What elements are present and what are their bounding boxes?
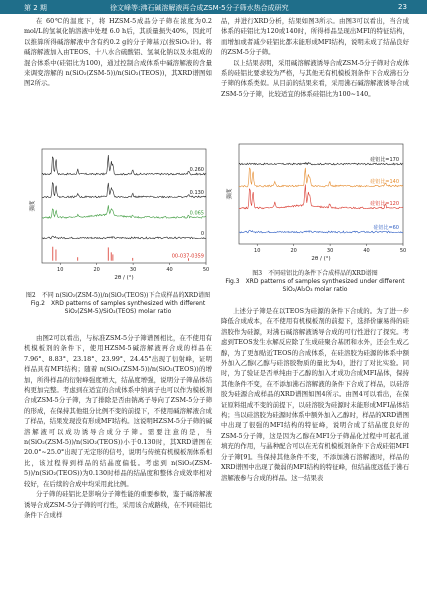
x-tick-label: 20: [290, 248, 297, 254]
right-column: [221, 16, 409, 99]
left-column: [24, 16, 212, 89]
x-tick-label: 50: [399, 248, 407, 254]
left-column-lower: [24, 333, 212, 520]
paragraph: 分子筛的硅铝比是影响分子筛性能的重要参数，鉴于碱溶解液诱导合成ZSM-5分子筛的可行性，采用该合成路线，在不同硅铝比条件下合成样: [24, 490, 212, 519]
plot-frame: [42, 149, 206, 263]
paragraph: 品，并进行XRD分析，结果如图3所示。由图3可以看出，当合成体系的硅铝比为120或140时，所得样品呈现出MFI的特征结构，而增加或者减少硅铝比都未能形成MFI结构，说明未成了结晶良好的ZSM-5分子筛。: [221, 17, 409, 57]
fig3-caption-en: Fig.3 XRD patterns of samples synthesized under different SiO₂/Al₂O₃ molar ratio: [225, 278, 405, 294]
trace-label: 硅铝比=170: [370, 157, 399, 163]
trace-label: 硅铝比=120: [370, 201, 399, 207]
trace-label: 00-037-0359: [171, 253, 204, 260]
x-axis-label: 2θ / (°): [114, 275, 134, 281]
x-tick-label: 20: [93, 267, 100, 273]
running-title: 徐文峰等:沸石碱溶解液再合成ZSM-5分子筛水热合成研究: [110, 4, 289, 12]
x-tick-label: 30: [326, 248, 334, 254]
xrd-trace: [42, 155, 206, 175]
page-number: 23: [398, 3, 407, 11]
xrd-trace: [42, 236, 206, 239]
y-axis-label: 强度: [227, 188, 233, 200]
fig2-caption: [22, 292, 214, 317]
paragraph: 上述分子筛是在以TEOS为硅源的条件下合成的。为了进一步降低合成成本，在不使用有机模板剂的前提下，选择价廉易得的硅溶胶作为硅源，对沸石碱溶解液诱导合成的可行性进行了探究。考虑到TEOS发生水解反应除了生成硅聚合基团和水外，还会生成乙醇，为了更加贴近TEOS的合成体系，在硅溶胶为硅源的体系中额外加入乙醇(乙醇与硅溶胶物质的量比为4)，进行了对比实验。同时，为了验证是否单纯由于乙醇的加入才成功合成MFI晶体，保持其他条件不变，在不添加沸石溶解液的条件下合成了样品，以硅溶胶为硅源合成样品的XRD谱图如图4所示。由图4可以看出，在保证原料组成不变的前提下，以硅溶胶为硅源时未能形成MFI晶体结构；当以硅溶胶为硅源时体系中额外加入乙醇时，样品的XRD谱图中出现了很强的MFI结构的特征峰，说明合成了结晶度良好的ZSM-5分子筛，这是因为乙醇在MFI分子筛晶化过程中可起孔道填充的作用，与晶种配合可以在无有机模板剂条件下合成硅铝MFI分子筛[9]。当保持其他条件不变，不添加沸石溶解液时，样品的XRD谱图中出现了微弱的MFI结构的特征峰，但结晶度远低于沸石溶解液参与合成的样品。这一结果表: [221, 307, 409, 482]
x-tick-label: 40: [166, 267, 173, 273]
fig2-caption-en: Fig.2 XRD patterns of samples synthesized with different SiO₂(ZSM-5)/SiO₂(TEOS) molar ratio: [30, 300, 206, 316]
x-tick-label: 40: [363, 248, 370, 254]
trace-label: 0.260: [189, 167, 204, 174]
fig2-caption-cn: 图2 不同 n(SiO₂(ZSM-5))/n(SiO₂(TEOS))下合成样品的XRD谱图: [25, 292, 211, 299]
trace-label: 0.065: [189, 210, 204, 217]
x-tick-label: 10: [254, 248, 261, 254]
fig2-chart: [24, 143, 212, 307]
x-tick-label: 50: [202, 267, 210, 273]
xrd-trace: [42, 205, 206, 218]
x-tick-label: 10: [57, 267, 64, 273]
running-header: [0, 0, 427, 14]
paragraph: 由图2可以看出，与标准ZSM-5分子筛谱图相比，在不使用有机模板剂的条件下，使用HZSM-5碱溶解液再合成的样品在7.96°、8.83°、23.18°、23.99°、24.45°出现了衍射峰，证明样品具有MFI结构；随着 n(SiO₂(ZSM-5))/n(SiO₂(TEOS))的增加，所得样品的衍射峰强度增大，结晶度增强，说明分子筛晶体结构更加完整。考虑到在适宜的合成体系中纳离子也可以作为模板剂合成ZSM-5分子筛，为了排除是否由钠离子导向了ZSM-5分子筛的形成，在保持其他组分比例不变的前提下，不使用碱溶解液合成了样品，结果发现没有形成MFI结构。这说明HZSM-5分子筛的碱溶解液可以成功诱导合成分子筛。需要注意的是，当 n(SiO₂(ZSM-5))/n(SiO₂(TEOS))小于0.130时，其XRD谱图在20.0°~25.0°出现了无定形的信号，说明与传统有机模板剂体系相比，该过程得到样品的结晶度偏低。考虑到 n(SiO₂(ZSM-5))/n(SiO₂(TEOS))为0.130时样品的结晶度和整体合成效率相对较好，在后续的合成中均采用此比例。: [24, 334, 212, 488]
figure-2: [24, 143, 212, 307]
trace-label: 0.130: [189, 189, 204, 196]
paragraph: 在 60℃的温度下，将 HZSM-5成品分子筛在浓度为0.2 mol/L的氢氧化钠溶液中处理 6.0 h后，其质量损失40%，因此可以推算所得碱溶解液中含有约0.2 g的分子筛基元(按SiO₂计)。将碱溶解液加入由TEOS、十八水合硫酸铝、氢氧化钠以及水组成的混合体系中(硅铝比为100)，通过控制合成体系中碱溶解液的含量来调变溶解的 n(SiO₂(ZSM-5))/n(SiO₂(TEOS))，其XRD谱图如图2所示。: [24, 17, 212, 88]
right-column-lower: [221, 306, 409, 483]
x-axis-label: 2θ / (°): [311, 256, 331, 262]
x-tick-label: 30: [129, 267, 137, 273]
fig3-caption-cn: 图3 不同硅铝比的条件下合成样品的XRD谱图: [252, 270, 378, 277]
y-axis-label: 强度: [30, 200, 36, 212]
trace-label: 硅铝比=60: [373, 225, 399, 231]
fig3-chart: [221, 138, 409, 288]
xrd-trace: [42, 183, 206, 198]
trace-label: 0: [200, 230, 204, 237]
paragraph: 以上结果表明，采用碱溶解液诱导合成ZSM-5分子筛对合成体系的硅铝比要求较为严格，与其他无有机模板剂条件下合成沸石分子筛的体系类似。从目前的结果来看，采用沸石碱溶解液诱导合成ZSM-5分子筛，比较适宜的体系硅铝比为100~140。: [221, 58, 409, 98]
fig3-caption: [219, 270, 411, 295]
figure-3: [221, 138, 409, 288]
trace-label: 硅铝比=140: [370, 179, 399, 185]
issue-label: 第 2 期: [24, 4, 47, 12]
